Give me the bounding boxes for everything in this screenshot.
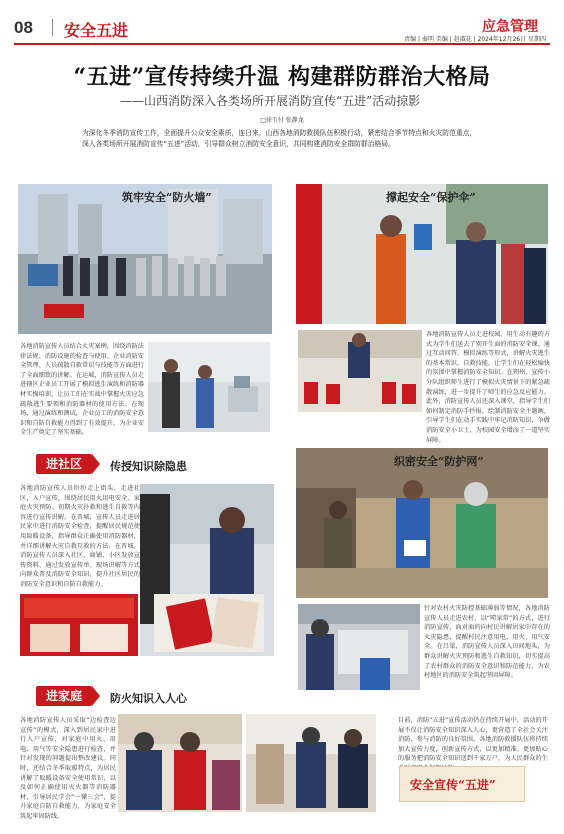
text-family: 各地消防宣传人员采取“边检查边宣传”的模式，深入到居民家中进行入户宣传，对家庭中用火、用电、用气等安全隐患进行检查，并针对发现的问题提出整改建议。同时，还结合冬季取暖特点，为居民讲解了取暖设备安全使用常识，以及如何正确使用灭火器等消防器材，引导居民学会“一懂三会”，提升家庭自防自救能力，为家庭安全筑起牢固防线。 [20, 717, 116, 820]
page-header [0, 0, 564, 50]
photo-enterprise-training [148, 342, 270, 432]
photo-campus-main [296, 184, 548, 324]
byline: □徐玉付 张静龙 [260, 117, 304, 124]
title-campus: 撑起安全“保护伞” [386, 191, 476, 204]
banner-five-entries [399, 766, 525, 802]
tag-family: 进家庭 [36, 686, 92, 706]
photo-community-main [140, 484, 274, 656]
title-community: 传授知识除隐患 [110, 460, 187, 473]
lead-paragraph: 为深化冬季消防宣传工作，全面提升公众安全素质，连日来，山西各地消防救援队伍积极行动，紧密结合季节特点和火灾防范重点，深入各类场所开展消防宣传“五进”活动，引导群众树立消防安全意识，共同构建消防安全群防群治格局。 [82, 129, 477, 148]
photo-family-inspection [246, 714, 376, 812]
village-main-image [296, 448, 548, 598]
issue-meta: 责编 | 秦明 美编 | 赵淑花 | 2024年12月26日 星期四 [404, 36, 546, 43]
community-exhibit-image [20, 594, 138, 656]
enterprise-drill-image [18, 184, 272, 334]
headline: “五进”宣传持续升温 构建群防群治大格局 [73, 64, 491, 90]
campus-main-image [296, 184, 548, 324]
village-door-image [298, 604, 420, 690]
photo-family-visit [118, 714, 242, 812]
banner-text: 安全宣传“五进” [410, 778, 496, 792]
family-visit-image [118, 714, 242, 812]
photo-enterprise-drill [18, 184, 272, 334]
tag-community: 进社区 [36, 454, 92, 474]
title-enterprise: 筑牢安全“防火墙” [122, 191, 212, 204]
text-community: 各地消防宣传人员纷纷走上街头，走进社区，入户宣传，围绕居民用火用电安全、家庭火灾预防、初期火灾扑救和逃生自救等内容进行宣传讲解。在晋城，宣传人员走进居民家中进行消防安全检查，提醒居民规范使用取暖设备，指导群众正确使用消防器材，并详细讲解火灾自救互救的方法。在晋城，消防宣传人员深入社区、商铺、小区发放宣传资料，通过发放宣传单、现场讲解等方式向群众普及消防安全知识，提升社区居民的消防安全意识和自防自救能力。 [20, 485, 140, 588]
text-village: 针对农村火灾防控基础薄弱等情况，各地消防宣传人员走进农村，以“唠家常”的方式，进行消防宣传，面对面的向村民讲解居家中存在的火灾隐患，提醒村民注意用电、用火、用气安全。在吕梁，消防宣传人员深入田间地头，为群众讲解火灾预防和逃生自救知识，切实提高了农村群众的消防安全意识和防范能力，为农村地区的消防安全筑起坚固屏障。 [424, 605, 550, 680]
header-rule [14, 43, 550, 45]
enterprise-training-image [148, 342, 270, 432]
title-village: 织密安全“防护网” [394, 455, 484, 468]
photo-village-main [296, 448, 548, 598]
photo-village-door [298, 604, 420, 690]
subheadline: ——山西消防深入各类场所开展消防宣传“五进”活动掠影 [120, 94, 421, 108]
photo-community-exhibit [20, 594, 138, 656]
community-main-image [140, 484, 274, 656]
header-divider [52, 19, 53, 36]
text-campus: 各地消防宣传人员走进校园，用生动有趣的方式为学生们送去了别开生面的消防安全课。通过互动问答、模拟演练等形式，讲解火灾逃生的基本常识、自救技能，让学生们在轻松愉快的氛围中掌握消防安全知识。在朔州，宣传小分队组织师生进行了模拟火灾情景下的紧急疏散演练，进一步提升了师生的应急反应能力。此外，消防宣传人员还深入课堂，指导学生们如何制定消防手抄报、绘制消防安全主题画，引导学生们在动手实践中牢记消防知识，争做消防安全小卫士，为校园安全增添了一道坚实屏障。 [426, 331, 550, 444]
photo-campus-class [298, 330, 422, 412]
family-inspection-image [246, 714, 376, 812]
campus-class-image [298, 330, 422, 412]
text-family-closing: 目前，消防“五进”宣传活动仍在持续开展中，活动的开展不仅让消防安全知识深入人心，更营造了全社会关注消防、参与消防的良好氛围。各地消防救援队伍将持续加大宣传力度，创新宣传方式，以更加精准、更加贴心的服务把消防安全知识送到千家万户，为人民群众的生 [398, 717, 548, 763]
page-number: 08 [14, 18, 33, 37]
section-name: 安全五进 [64, 21, 129, 40]
text-enterprise: 各地消防宣传人员结合火灾案例，围绕消防法律法规、消防设施的检查与使用、企业消防安全管理、人员疏散自救常识与技能等方面进行了全面细致的讲解。在运城，消防宣传人员走进辖区企业员工开展了模拟逃生演练和消防器材实操培训，让员工们在实战中掌握火灾应急疏散逃生要领和消防器材的使用方法。在现场，通过演练和测试，企业员工的消防安全意识和自防自救能力得到了有效提升，为企业安全生产奠定了坚实基础。 [20, 343, 144, 437]
newspaper-brand: 应急管理 [482, 19, 538, 35]
title-family: 防火知识入人心 [110, 692, 187, 705]
